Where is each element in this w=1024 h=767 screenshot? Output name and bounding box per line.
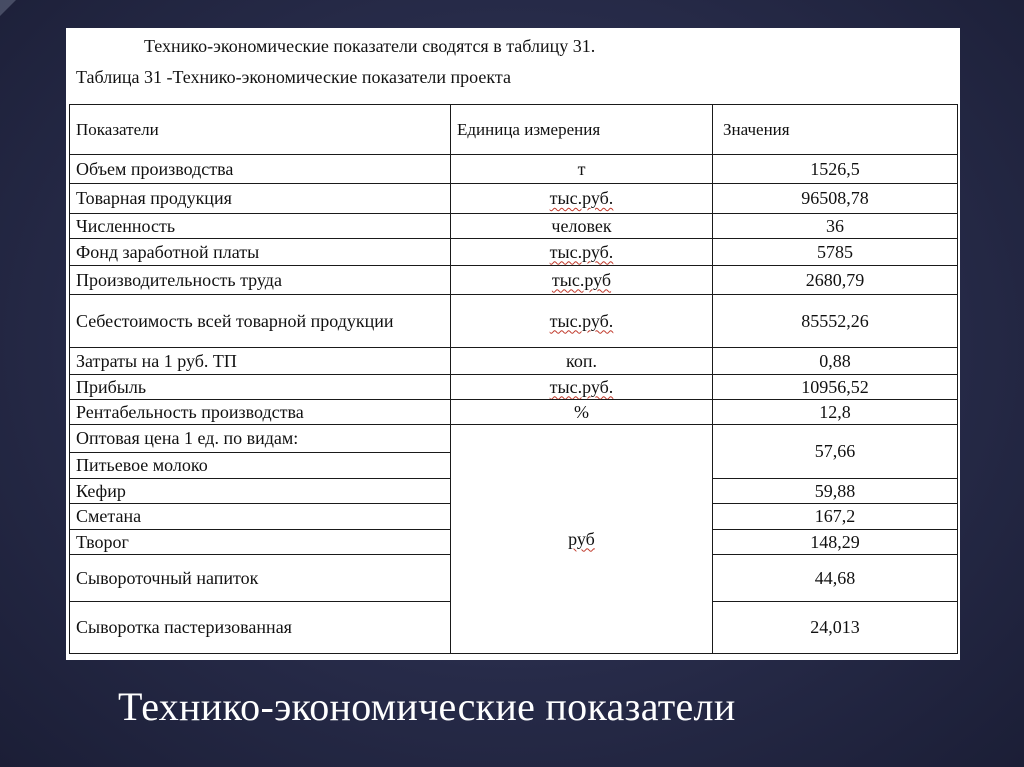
value-cell: 85552,26	[713, 295, 958, 348]
unit-cell: тыс.руб.	[549, 188, 614, 209]
table-row	[70, 400, 958, 425]
table-row	[70, 295, 958, 348]
unit-cell: тыс.руб	[551, 269, 612, 290]
unit-cell: тыс.руб.	[549, 241, 614, 262]
table-row	[70, 239, 958, 266]
indicator-cell: Затраты на 1 руб. ТП	[70, 348, 451, 375]
indicator-cell: Фонд заработной платы	[70, 239, 451, 266]
table-row	[70, 425, 958, 453]
unit-cell: тыс.руб.	[549, 376, 614, 397]
value-cell: 59,88	[713, 479, 958, 504]
value-cell: 167,2	[713, 504, 958, 530]
indicator-cell: Сыворотка пастеризованная	[70, 602, 451, 654]
unit-cell: %	[451, 400, 713, 425]
intro-text: Технико-экономические показатели сводятся в таблицу 31.	[144, 36, 596, 56]
indicator-cell: Прибыль	[70, 375, 451, 400]
value-cell: 1526,5	[713, 155, 958, 184]
value-cell: 12,8	[713, 400, 958, 425]
indicator-cell: Творог	[70, 530, 451, 555]
indicator-cell: Численность	[70, 214, 451, 239]
unit-cell: т	[451, 155, 713, 184]
indicator-cell: Сметана	[70, 504, 451, 530]
indicator-cell: Кефир	[70, 479, 451, 504]
header-value: Значения	[713, 105, 958, 155]
value-cell: 96508,78	[713, 184, 958, 214]
slide-title: Технико-экономические показатели	[118, 684, 736, 729]
document-image	[66, 28, 960, 660]
value-cell: 2680,79	[713, 266, 958, 295]
indicator-cell: Сывороточный напиток	[70, 555, 451, 602]
indicators-table	[69, 104, 958, 654]
corner-decoration	[0, 0, 16, 16]
wholesale-unit-cell: руб	[568, 528, 595, 549]
table-row	[70, 155, 958, 184]
indicator-cell: Питьевое молоко	[70, 453, 451, 479]
table-caption: Таблица 31 -Технико-экономические показатели проекта	[76, 67, 511, 87]
header-indicator: Показатели	[70, 105, 451, 155]
value-cell: 5785	[713, 239, 958, 266]
value-cell: 24,013	[713, 602, 958, 654]
table-row	[70, 266, 958, 295]
unit-cell: коп.	[451, 348, 713, 375]
unit-cell: тыс.руб.	[549, 310, 614, 331]
value-cell: 57,66	[713, 425, 958, 479]
value-cell: 10956,52	[713, 375, 958, 400]
table-header-row	[70, 105, 958, 155]
unit-cell: человек	[451, 214, 713, 239]
indicator-cell: Рентабельность производства	[70, 400, 451, 425]
value-cell: 0,88	[713, 348, 958, 375]
wholesale-label-cell: Оптовая цена 1 ед. по видам:	[70, 425, 451, 453]
table-row	[70, 348, 958, 375]
indicator-cell: Товарная продукция	[70, 184, 451, 214]
value-cell: 36	[713, 214, 958, 239]
table-row	[70, 184, 958, 214]
table-row	[70, 375, 958, 400]
value-cell: 44,68	[713, 555, 958, 602]
indicator-cell: Себестоимость всей товарной продукции	[70, 295, 451, 348]
value-cell: 148,29	[713, 530, 958, 555]
header-unit: Единица измерения	[451, 105, 713, 155]
table-row	[70, 214, 958, 239]
indicator-cell: Производительность труда	[70, 266, 451, 295]
indicator-cell: Объем производства	[70, 155, 451, 184]
